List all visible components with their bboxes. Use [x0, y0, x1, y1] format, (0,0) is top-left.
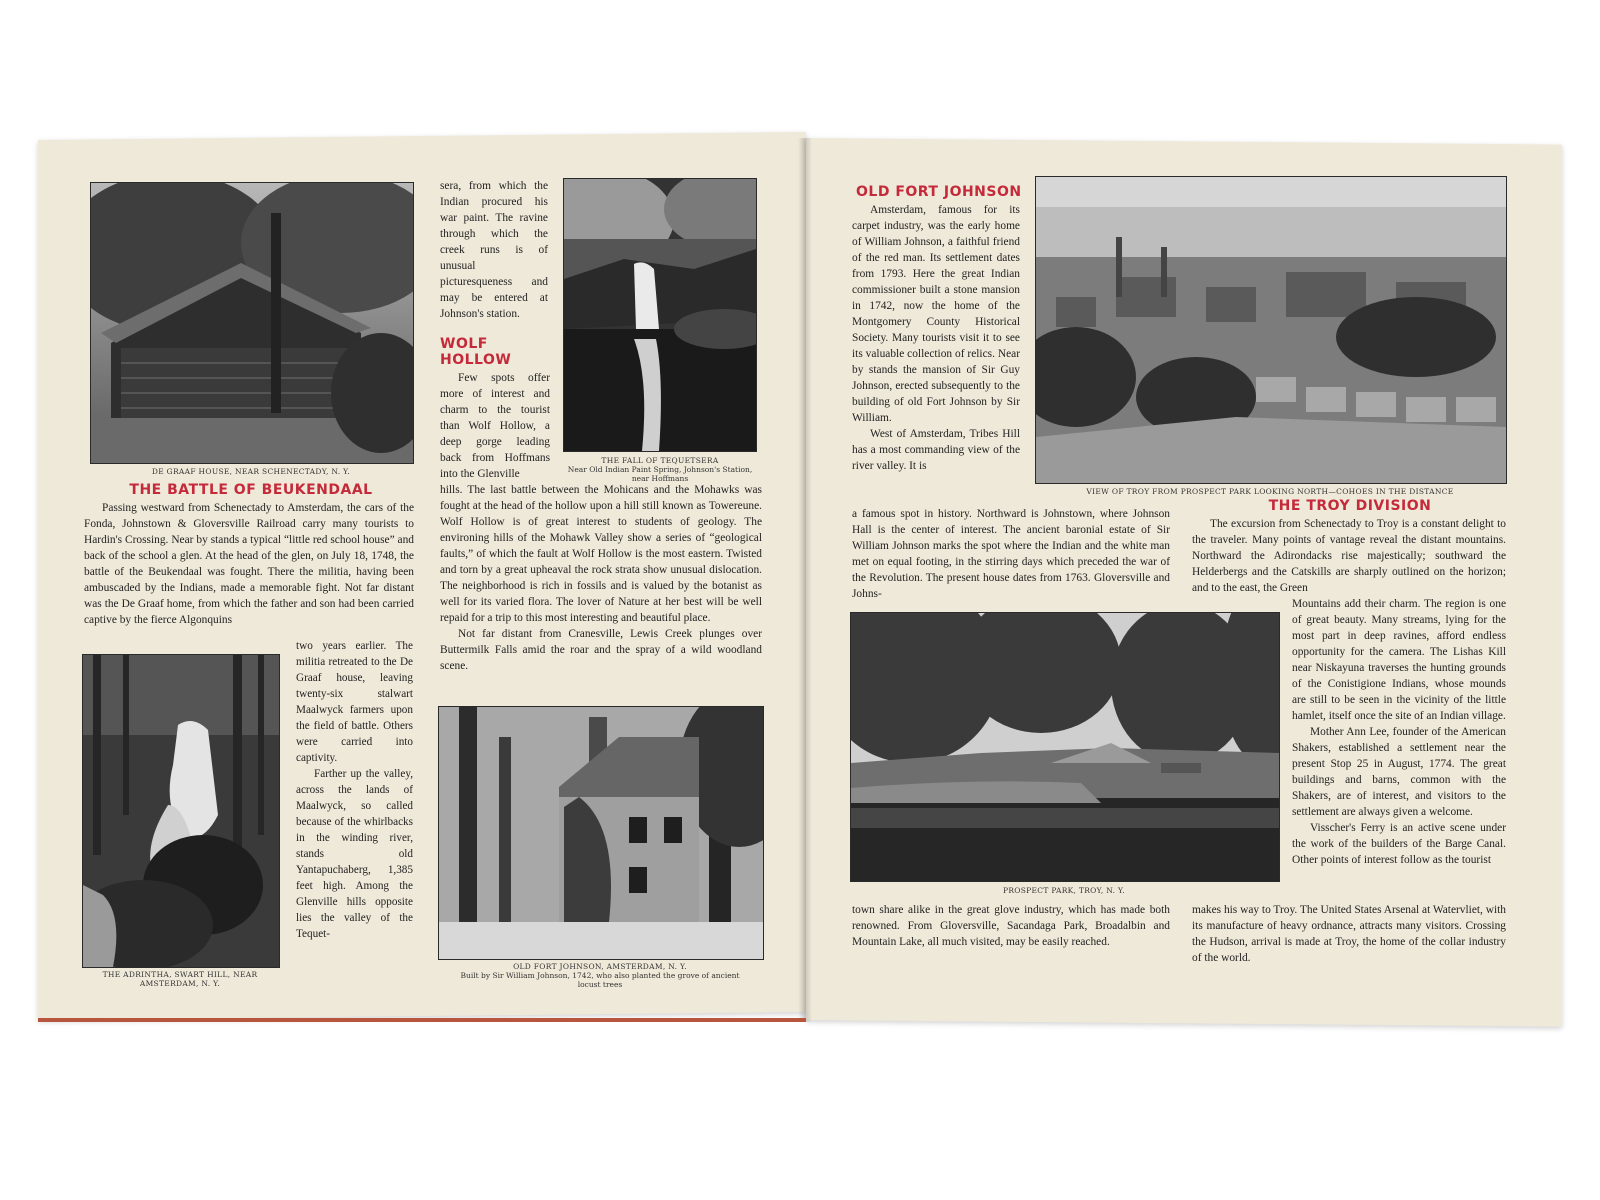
paragraph-gloversville: town share alike in the great glove industry, which has made both renowned. From Gloversville, Sacandaga Park, Broadalbin and Mountain Lake, all much visited, may be easily reached. — [852, 904, 1170, 948]
caption-old-fort-johnson: OLD FORT JOHNSON, AMSTERDAM, N. Y. Built by Sir William Johnson, 1742, who also planted the grove of ancient locust trees — [460, 962, 740, 989]
paragraph-wolf-hollow-wide: hills. The last battle between the Mohicans and the Mohawks was fought at the head of the hollow upon a hill still known as Towereune. Wolf Hollow is of great interest to students of geology. The environing hills of the Mohawk Valley show a series of “geological faults,” of which the fault at Wolf Hollow is the most eastern. Twisted and torn by a great upheaval the rock strata show unusual dislocation. The neighborhood is rich in fossils and is valued by the botanist as well for its varied flora. The lover of Nature at her best will be well repaid for a trip to this most interesting and beautiful place. Not far distant from Cranesville, Lewis Creek plunges over Buttermilk Falls amid the roar and the spray of a wild woodland scene. — [440, 484, 762, 672]
paragraph-johnstown: a famous spot in history. Northward is Johnstown, where Johnson Hall is the center of interest. The ancient baronial estate of Sir William Johnson marks the spot where the Indian and the white man met on equal footing, in the stirring days which preceded the war of the Revolution. The present house dates from 1763. Gloversville and Johns- — [852, 508, 1170, 600]
paragraph-wolf-hollow-narrow: Few spots offer more of interest and charm to the tourist than Wolf Hollow, a deep gorge leading back from Hoffmans into the Glenville — [440, 372, 550, 480]
cover-edge — [38, 1018, 806, 1022]
spine-shadow — [798, 138, 812, 1022]
photo-adrintha-swart-hill — [82, 654, 280, 968]
heading-wolf-hollow: WOLF HOLLOW — [440, 336, 512, 368]
caption-view-of-troy: VIEW OF TROY FROM PROSPECT PARK LOOKING NORTH—COHOES IN THE DISTANCE — [1086, 487, 1454, 496]
paragraph-old-fort-johnson: Amsterdam, famous for its carpet industry, was the early home of William Johnson, a faithful friend of the red man. Its settlement dates from 1793. Here the great Indian commissioner built a stone mansion in 1742, now the home of the Montgomery County Historical Society. Many tourists visit it to see its valuable collection of relics. Near by stands the mansion of Sir Guy Johnson, erected subsequently to the building of old Fort Johnson by Sir William. West of Amsterdam, Tribes Hill has a most commanding view of the river valley. It is — [852, 204, 1020, 472]
photo-prospect-park — [850, 612, 1280, 882]
caption-fall-of-tequetsera: THE FALL OF TEQUETSERA Near Old Indian Paint Spring, Johnson's Station, near Hoffmans — [567, 456, 753, 483]
paragraph-tequetsera-ravine: sera, from which the Indian procured his war paint. The ravine through which the creek runs is of unusual picturesqueness and may be entered at Johnson's station. — [440, 180, 548, 320]
paragraph-beukendaal-1-cont: two years earlier. The militia retreated to the De Graaf house, leaving twenty-six stalwart Maalwyck farmers upon the field of battle. Others were carried into captivity. Farther up the valley, across the lands of Maalwyck, so called because of the whirlbacks in the winding river, stands old Yantapuchaberg, 1,385 feet high. Among the Glenville hills opposite lies the valley of the Tequet- — [296, 640, 413, 940]
photo-fall-of-tequetsera — [563, 178, 757, 452]
heading-old-fort-johnson: OLD FORT JOHNSON — [856, 184, 1022, 200]
paragraph-troy-division-narrow: Mountains add their charm. The region is one of great beauty. Many streams, lying for the most part in deep ravines, afford endless opportunity for the camera. The Lishas Kill near Niskayuna traverses the hunting grounds of the Conistigione Indians, whose mounds are still to be seen in the vicinity of the little hamlet, itself once the site of an Indian village. Mother Ann Lee, founder of the American Shakers, established a settlement near the present Stop 25 in August, 1774. The great buildings and barns, common with the Shakers, are of interest, and visitors to the settlement are always given a welcome. Visscher's Ferry is an active scene under the work of the builders of the Barge Canal. Other points of interest follow as the tourist — [1292, 598, 1506, 866]
heading-battle-of-beukendaal: THE BATTLE OF BEUKENDAAL — [129, 482, 373, 498]
paragraph-beukendaal-1: Passing westward from Schenectady to Amsterdam, the cars of the Fonda, Johnstown & Gloversville Railroad carry many tourists to Hardin's Crossing. Near by stands a typical “little red school house” and back of the school a glen. At the head of the glen, on July 18, 1748, the battle of the Beukendaal was fought. There the militia, having been ambuscaded by the Indians, made a memorable fight. Not far distant was the De Graaf home, from which the father and son had been carried captive by the fierce Algonquins — [84, 502, 414, 626]
caption-prospect-park: PROSPECT PARK, TROY, N. Y. — [1003, 886, 1125, 895]
paragraph-troy-arsenal: makes his way to Troy. The United States Arsenal at Watervliet, with its manufacture of heavy ordnance, attracts many visitors. Crossing the Hudson, arrival is made at Troy, the home of the collar industry of the world. — [1192, 904, 1506, 964]
heading-troy-division: THE TROY DIVISION — [1268, 498, 1432, 514]
caption-adrintha: THE ADRINTHA, SWART HILL, NEAR AMSTERDAM, N. Y. — [102, 970, 258, 988]
photo-de-graaf-house — [90, 182, 414, 464]
caption-de-graaf-house: DE GRAAF HOUSE, NEAR SCHENECTADY, N. Y. — [151, 467, 351, 476]
paragraph-troy-division-wide: The excursion from Schenectady to Troy is a constant delight to the traveler. Many points of vantage reveal the distant mountains. Northward the Adirondacks rise majestically; southward the Helderbergs and the Catskills are sharply outlined on the horizon; and to the east, the Green — [1192, 518, 1506, 594]
photo-old-fort-johnson — [438, 706, 764, 960]
photo-view-of-troy — [1035, 176, 1507, 484]
